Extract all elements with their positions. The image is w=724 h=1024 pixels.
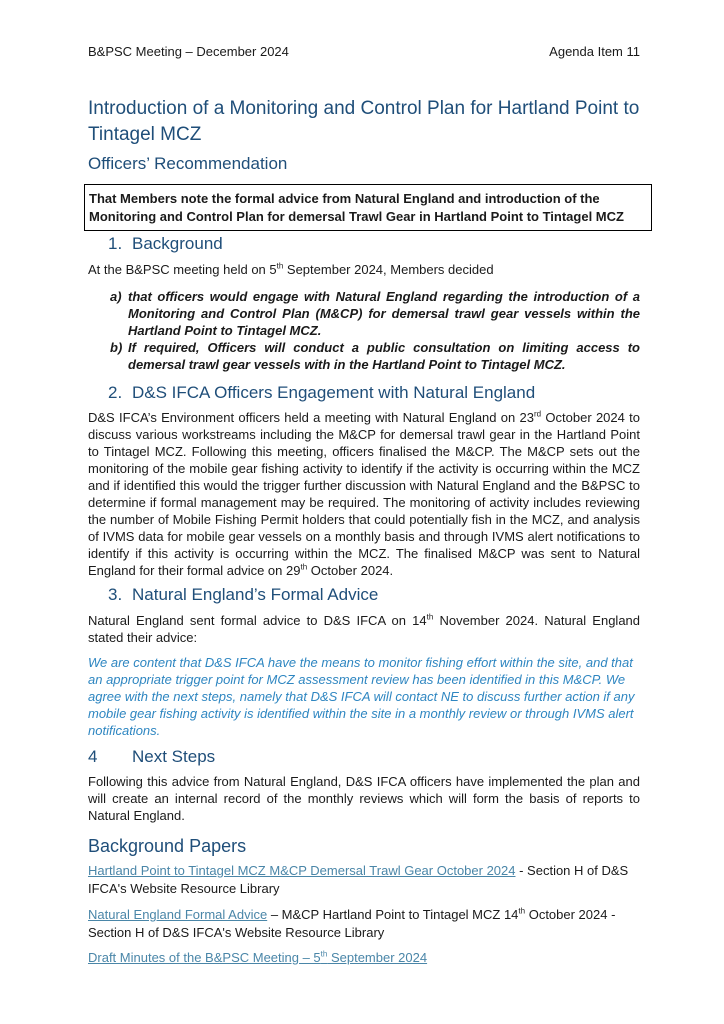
intro-text-end: September 2024, Members decided [283,262,494,277]
link-text-end: September 2024 [327,950,428,965]
section-1-heading [108,234,223,254]
sup: th [518,906,526,916]
paragraph-text: October 2024. [307,563,394,578]
link-text: Draft Minutes of the B&PSC Meeting – 5 [88,950,321,965]
reference-3-link[interactable] [88,950,427,965]
reference-3 [88,949,640,967]
section-2-number: 2. [108,383,123,402]
document-title: Introduction of a Monitoring and Control Plan for Hartland Point to Tintagel MCZ [88,98,640,145]
page-header [88,44,640,59]
paragraph-text: November 2024. Natural England stated their advice: [88,613,641,645]
intro-sup: th [276,261,284,271]
section-2-paragraph [88,409,640,579]
section-4-heading [88,747,215,767]
section-4-paragraph: Following this advice from Natural England, D&S IFCA officers have implemented the plan and will create an internal record of the monthly reviews which will form the basis of reports to Natural England. [88,774,640,823]
reference-1-text: - Section H of D&S IFCA's Website Resource Library [88,863,629,896]
header-meeting: B&PSC Meeting – December 2024 [88,44,289,59]
natural-england-quote: We are content that D&S IFCA have the means to monitor fishing effort within the site, and that an appropriate trigger point for MCZ assessment review has been identified in this M&CP. We agree with the next steps, namely that D&S IFCA will contact NE to discuss further action if any mobile gear fishing activity is identified within the site in a monthly review or through IVMS alert notifications. [88,655,635,738]
sup: th [300,562,308,572]
header-agenda-item: Agenda Item 11 [549,44,640,59]
paragraph-text: D&S IFCA’s Environment officers held a meeting with Natural England on 23 [88,410,535,425]
recommendation-box [84,184,652,231]
recommendation-text: That Members note the formal advice from Natural England and introduction of the Monitoring and Control Plan for demersal Trawl Gear in Hartland Point to Tintagel MCZ [89,191,624,224]
section-3-heading [108,585,378,605]
list-item [110,339,640,373]
intro-text: At the B&PSC meeting held on 5 [88,262,277,277]
paragraph-text: Natural England sent formal advice to D&S IFCA on 14 [88,613,427,628]
decision-list [110,288,640,373]
section-3-number: 3. [108,585,123,604]
list-item-text: that officers would engage with Natural England regarding the introduction of a Monitoring and Control Plan (M&CP) for demersal trawl gear vessels within the Hartland Point to Tintagel MCZ. [128,289,640,338]
reference-2-link[interactable]: Natural England Formal Advice [88,907,268,922]
list-item [110,288,640,339]
list-item-label: a) [110,289,122,304]
sup: th [426,612,434,622]
reference-2-text: – M&CP Hartland Point to Tintagel MCZ 14 [267,907,519,922]
list-item-label: b) [110,340,123,355]
reference-1 [88,862,640,898]
paragraph-text: October 2024 to discuss various workstreams including the M&CP for demersal trawl gear in the Hartland Point to Tintagel MCZ. Following this meeting, officers finalised the M&CP. The M&CP sets out the monitoring of the mobile gear fishing activity to identify if the activity is occurring within the MCZ and if identified this would the trigger further discussion with Natural England and the B&PSC to determine if formal management may be required. The monitoring of activity includes reviewing the number of Mobile Fishing Permit holders that could potentially fish in the MCZ, and analysis of IVMS data for mobile gear vessels on a monthly basis and through IVMS alert notifications to identify if this activity is occurring within the MCZ. The finalised M&CP was sent to Natural England for their formal advice on 29 [88,410,640,578]
list-item-text: If required, Officers will conduct a public consultation on limiting access to demersal trawl gear vessels with in the Hartland Point to Tintagel MCZ. [128,340,640,372]
section-1-title: Background [132,234,223,253]
reference-2 [88,906,640,942]
section-3-paragraph [88,612,640,646]
section-4-title: Next Steps [132,747,216,766]
sup: rd [534,409,542,419]
section-3-title: Natural England’s Formal Advice [132,585,379,604]
reference-2-text-end: October 2024 - Section H of D&S IFCA's Website Resource Library [88,907,616,940]
section-2-title: D&S IFCA Officers Engagement with Natural England [132,383,536,402]
section-1-number: 1. [108,234,123,253]
recommendation-heading: Officers’ Recommendation [88,154,288,173]
section-2-heading [108,383,535,403]
reference-1-link[interactable]: Hartland Point to Tintagel MCZ M&CP Demersal Trawl Gear October 2024 [88,863,516,878]
section-4-number: 4 [88,747,98,766]
section-1-intro [88,261,640,278]
sup: th [320,949,328,959]
background-papers-heading: Background Papers [88,836,247,856]
